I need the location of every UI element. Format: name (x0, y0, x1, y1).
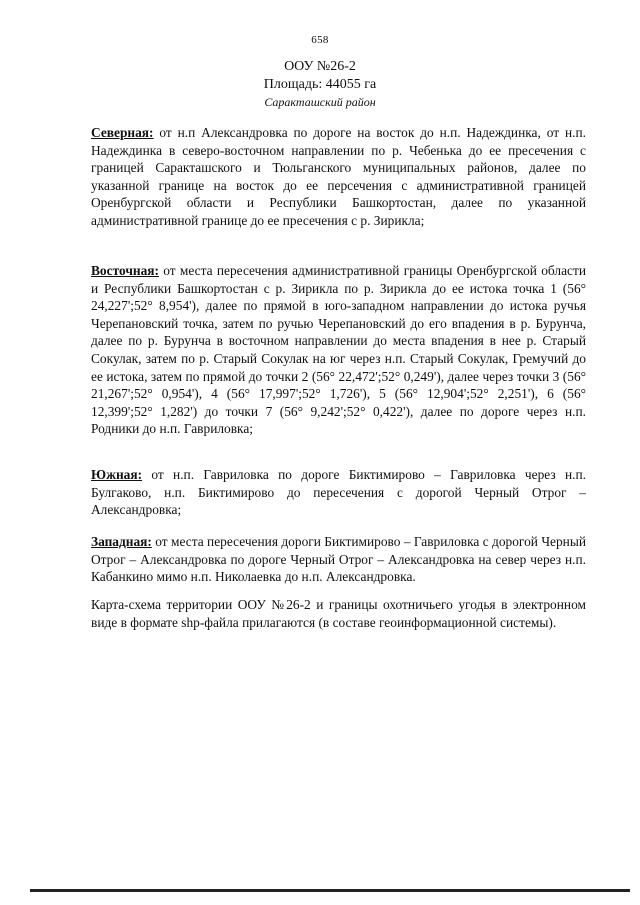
section-south (91, 466, 586, 519)
territory-code: ООУ №26-2 (284, 59, 356, 74)
section-west-text: от места пересечения дороги Биктимирово – Гавриловка с дорогой Черный Отрог – Александровка по дороге Черный Отрог – Александровка на север через н.п. Кабанкино мимо н.п. Николаевка до н.п. Александровка. (91, 534, 586, 585)
page-bottom-rule (30, 889, 630, 892)
section-north (91, 124, 586, 230)
section-south-label: Южная: (91, 467, 143, 482)
district-name: Саракташский район (264, 95, 376, 109)
territory-area: Площадь: 44055 га (263, 77, 377, 92)
section-south-text: от н.п. Гавриловка по дороге Биктимирово – Гавриловка через н.п. Булгаково, н.п. Биктимирово до пересечения с дорогой Черный Отрог – Александровка; (91, 467, 586, 518)
section-east (91, 262, 586, 438)
document-header (0, 58, 640, 110)
section-north-text: от н.п Александровка по дороге на восток до н.п. Надеждинка, от н.п. Надеждинка в северо-восточном направлении по р. Чебенька до ее пресечения с границей Саракташского и Тюльганского муниципальных районов, далее по указанной границе на восток до ее персечения с административной границей Оренбургской области и Республики Башкортостан, далее по указанной административной границе до ее пресечения с р. Зирикла; (91, 125, 586, 228)
page-number: 658 (311, 34, 329, 46)
closing-paragraph: Карта-схема территории ООУ №26-2 и границы охотничьего угодья в электронном виде в формате shp-файла прилагаются (в составе геоинформационной системы). (91, 597, 586, 630)
section-west (91, 533, 586, 586)
section-north-label: Северная: (91, 125, 154, 140)
section-east-label: Восточная: (91, 263, 159, 278)
section-west-label: Западная: (91, 534, 152, 549)
section-east-text: от места пересечения административной границы Оренбургской области и Республики Башкортостан с р. Зирикла по р. Зирикла до ее истока точка 1 (56° 24,227';52° 8,954'), далее по прямой в юго-западном направлении до истока ручья Черепановский точка, затем по ручью Черепановский до его впадения в р. Бурунча, далее по р. Бурунча в восточном направлении до места впадения в нее р. Старый Сокулак, затем по р. Старый Сокулак на юг через н.п. Старый Сокулак, Гремучий до ее истока, затем по прямой до точки 2 (56° 22,472';52° 0,249'), далее через точки 3 (56° 21,267';52° 0,954'), 4 (56° 17,997';52° 1,726'), 5 (56° 12,904';52° 2,251'), 6 (56° 12,399';52° 1,282') до точки 7 (56° 9,242';52° 0,422'), далее по дороге через н.п. Родники до н.п. Гавриловка; (91, 263, 586, 437)
